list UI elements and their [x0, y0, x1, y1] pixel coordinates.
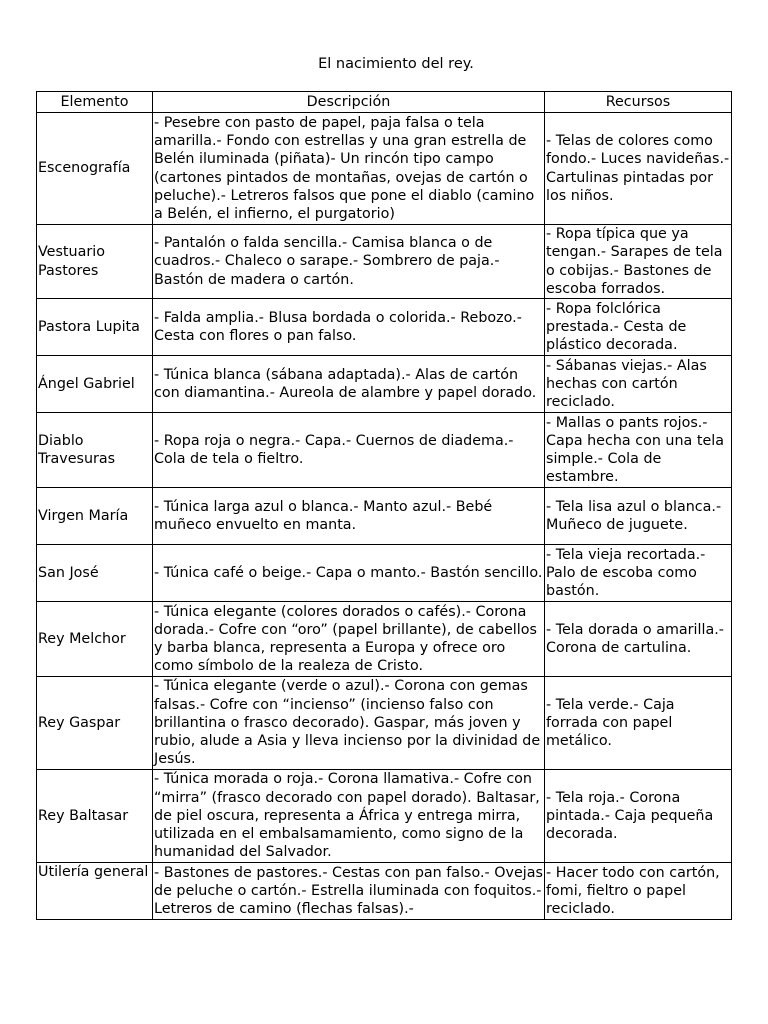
cell-elemento: San José — [37, 545, 153, 602]
cell-elemento: Vestuario Pastores — [37, 225, 153, 299]
table-header-row — [37, 92, 732, 113]
cell-descripcion: - Túnica larga azul o blanca.- Manto azul.- Bebé muñeco envuelto en manta. — [153, 488, 545, 545]
cell-elemento: Diablo Travesuras — [37, 413, 153, 488]
table-row — [37, 545, 732, 602]
cell-elemento: Escenografía — [37, 113, 153, 225]
cell-descripcion: - Falda amplia.- Blusa bordada o colorida.- Rebozo.- Cesta con flores o pan falso. — [153, 299, 545, 356]
cell-recursos: - Mallas o pants rojos.- Capa hecha con una tela simple.- Cola de estambre. — [545, 413, 732, 488]
table-row — [37, 299, 732, 356]
cell-elemento: Utilería general — [37, 863, 153, 920]
cell-descripcion: - Pesebre con pasto de papel, paja falsa o tela amarilla.- Fondo con estrellas y una gran estrella de Belén iluminada (piñata)- Un rincón tipo campo (cartones pintados de montañas, ovejas de cartón o peluche).- Letreros falsos que pone el diablo (camino a Belén, el infierno, el purgatorio) — [153, 113, 545, 225]
table-row — [37, 113, 732, 225]
cell-recursos: - Ropa folclórica prestada.- Cesta de plástico decorada. — [545, 299, 732, 356]
cell-recursos: - Tela dorada o amarilla.- Corona de cartulina. — [545, 602, 732, 677]
table-row — [37, 770, 732, 863]
cell-elemento: Pastora Lupita — [37, 299, 153, 356]
table-row — [37, 356, 732, 413]
cell-recursos: - Ropa típica que ya tengan.- Sarapes de tela o cobijas.- Bastones de escoba forrados. — [545, 225, 732, 299]
header-descripcion: Descripción — [153, 92, 545, 113]
cell-recursos: - Tela lisa azul o blanca.- Muñeco de juguete. — [545, 488, 732, 545]
table-row — [37, 225, 732, 299]
cell-descripcion: - Túnica elegante (colores dorados o cafés).- Corona dorada.- Cofre con “oro” (papel brillante), de cabellos y barba blanca, representa a Europa y ofrece oro como símbolo de la realeza de Cristo. — [153, 602, 545, 677]
cell-recursos: - Hacer todo con cartón, fomi, fieltro o papel reciclado. — [545, 863, 732, 920]
cell-descripcion: - Túnica morada o roja.- Corona llamativa.- Cofre con “mirra” (frasco decorado con papel dorado). Baltasar, de piel oscura, representa a África y entrega mirra, utilizada en el embalsamamiento, como signo de la humanidad del Salvador. — [153, 770, 545, 863]
cell-elemento: Rey Baltasar — [37, 770, 153, 863]
cell-recursos: - Telas de colores como fondo.- Luces navideñas.- Cartulinas pintadas por los niños. — [545, 113, 732, 225]
cell-elemento: Rey Gaspar — [37, 677, 153, 770]
cell-recursos: - Sábanas viejas.- Alas hechas con cartón reciclado. — [545, 356, 732, 413]
table-row — [37, 863, 732, 920]
table-row — [37, 413, 732, 488]
table-row — [37, 602, 732, 677]
cell-elemento: Virgen María — [37, 488, 153, 545]
cell-descripcion: - Túnica café o beige.- Capa o manto.- Bastón sencillo. — [153, 545, 545, 602]
header-elemento: Elemento — [37, 92, 153, 113]
cell-descripcion: - Pantalón o falda sencilla.- Camisa blanca o de cuadros.- Chaleco o sarape.- Sombrero de paja.- Bastón de madera o cartón. — [153, 225, 545, 299]
page-title: El nacimiento del rey. — [318, 56, 474, 72]
cell-descripcion: - Túnica blanca (sábana adaptada).- Alas de cartón con diamantina.- Aureola de alambre y papel dorado. — [153, 356, 545, 413]
cell-descripcion: - Bastones de pastores.- Cestas con pan falso.- Ovejas de peluche o cartón.- Estrella iluminada con foquitos.- Letreros de camino (flechas falsas).- — [153, 863, 545, 920]
table-row — [37, 488, 732, 545]
cell-descripcion: - Túnica elegante (verde o azul).- Corona con gemas falsas.- Cofre con “incienso” (incienso falso con brillantina o frasco decorado). Gaspar, más joven y rubio, alude a Asia y lleva incienso por la divinidad de Jesús. — [153, 677, 545, 770]
cell-recursos: - Tela verde.- Caja forrada con papel metálico. — [545, 677, 732, 770]
cell-recursos: - Tela roja.- Corona pintada.- Caja pequeña decorada. — [545, 770, 732, 863]
cell-elemento: Rey Melchor — [37, 602, 153, 677]
table-row — [37, 677, 732, 770]
cell-recursos: - Tela vieja recortada.- Palo de escoba como bastón. — [545, 545, 732, 602]
cell-descripcion: - Ropa roja o negra.- Capa.- Cuernos de diadema.- Cola de tela o fieltro. — [153, 413, 545, 488]
costume-table — [36, 91, 732, 920]
header-recursos: Recursos — [545, 92, 732, 113]
cell-elemento: Ángel Gabriel — [37, 356, 153, 413]
